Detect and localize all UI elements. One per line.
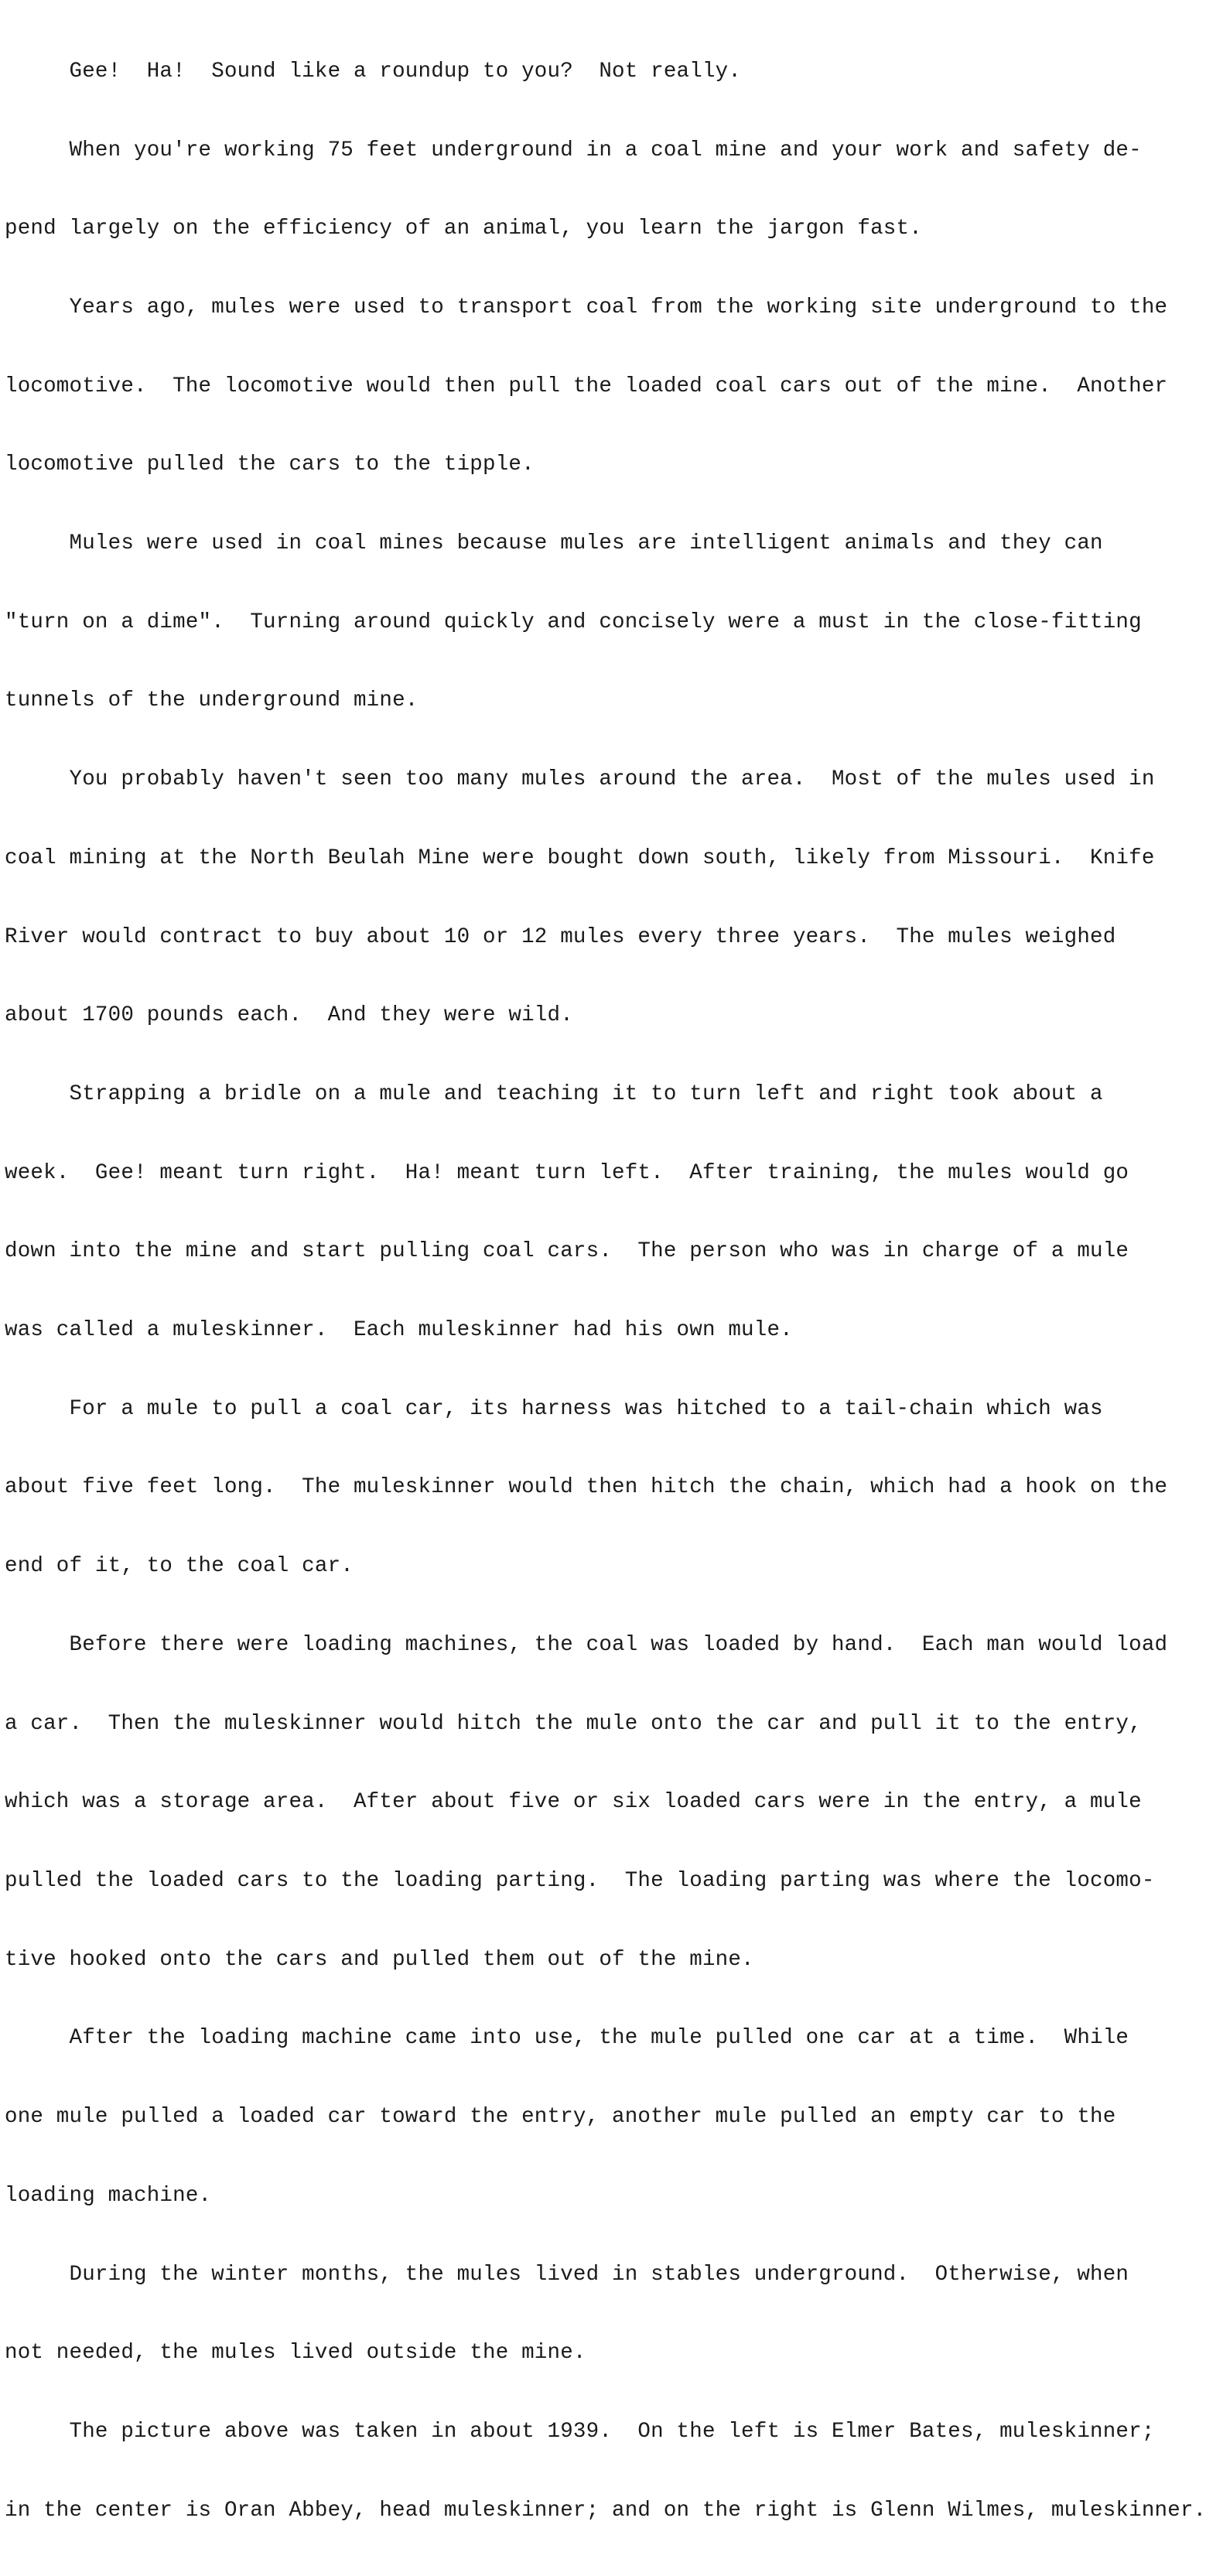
text-line: Strapping a bridle on a mule and teaching it to turn left and right took about a — [5, 1081, 1103, 1106]
text-line: tunnels of the underground mine. — [5, 688, 419, 713]
text-line: Before there were loading machines, the coal was loaded by hand. Each man would load — [5, 1632, 1168, 1657]
text-line: Gee! Ha! Sound like a roundup to you? Not really. — [5, 59, 742, 84]
text-line: not needed, the mules lived outside the mine. — [5, 2341, 586, 2366]
text-line: which was a storage area. After about five or six loaded cars were in the entry, a mule — [5, 1790, 1142, 1815]
text-line: Years ago, mules were used to transport coal from the working site underground to the — [5, 295, 1168, 319]
text-line: a car. Then the muleskinner would hitch the mule onto the car and pull it to the entry, — [5, 1711, 1142, 1736]
text-line: During the winter months, the mules lived in stables underground. Otherwise, when — [5, 2262, 1129, 2287]
text-line: down into the mine and start pulling coal cars. The person who was in charge of a mule — [5, 1239, 1129, 1264]
text-line: For a mule to pull a coal car, its harness was hitched to a tail-chain which was — [5, 1396, 1103, 1421]
text-line: in the center is Oran Abbey, head muleskinner; and on the right is Glenn Wilmes, muleskinner. — [5, 2498, 1206, 2523]
text-line: "turn on a dime". Turning around quickly and concisely were a must in the close-fitting — [5, 610, 1142, 634]
text-line: After the loading machine came into use, the mule pulled one car at a time. While — [5, 2026, 1129, 2051]
text-line: loading machine. — [5, 2183, 212, 2208]
text-line: You probably haven't seen too many mules around the area. Most of the mules used in — [5, 767, 1155, 792]
text-line: locomotive pulled the cars to the tipple. — [5, 453, 535, 477]
text-line: about five feet long. The muleskinner would then hitch the chain, which had a hook on the — [5, 1475, 1168, 1500]
text-line: When you're working 75 feet underground in a coal mine and your work and safety de- — [5, 138, 1142, 162]
text-line: tive hooked onto the cars and pulled them out of the mine. — [5, 1947, 754, 1972]
text-line: about 1700 pounds each. And they were wild. — [5, 1003, 573, 1028]
text-line: pend largely on the efficiency of an animal, you learn the jargon fast. — [5, 217, 922, 241]
body-text — [5, 6, 1206, 2576]
text-line: Mules were used in coal mines because mules are intelligent animals and they can — [5, 531, 1103, 556]
text-line: coal mining at the North Beulah Mine were bought down south, likely from Missouri. Knife — [5, 846, 1155, 870]
text-line: pulled the loaded cars to the loading parting. The loading parting was where the locomo- — [5, 1868, 1155, 1893]
text-line: week. Gee! meant turn right. Ha! meant turn left. After training, the mules would go — [5, 1160, 1129, 1185]
text-line: River would contract to buy about 10 or 12 mules every three years. The mules weighed — [5, 924, 1116, 949]
text-line: was called a muleskinner. Each muleskinner had his own mule. — [5, 1318, 793, 1343]
text-line: The picture above was taken in about 1939. On the left is Elmer Bates, muleskinner; — [5, 2419, 1155, 2444]
text-line: locomotive. The locomotive would then pull the loaded coal cars out of the mine. Another — [5, 374, 1168, 398]
text-line: one mule pulled a loaded car toward the entry, another mule pulled an empty car to the — [5, 2105, 1116, 2130]
text-line: end of it, to the coal car. — [5, 1554, 354, 1579]
